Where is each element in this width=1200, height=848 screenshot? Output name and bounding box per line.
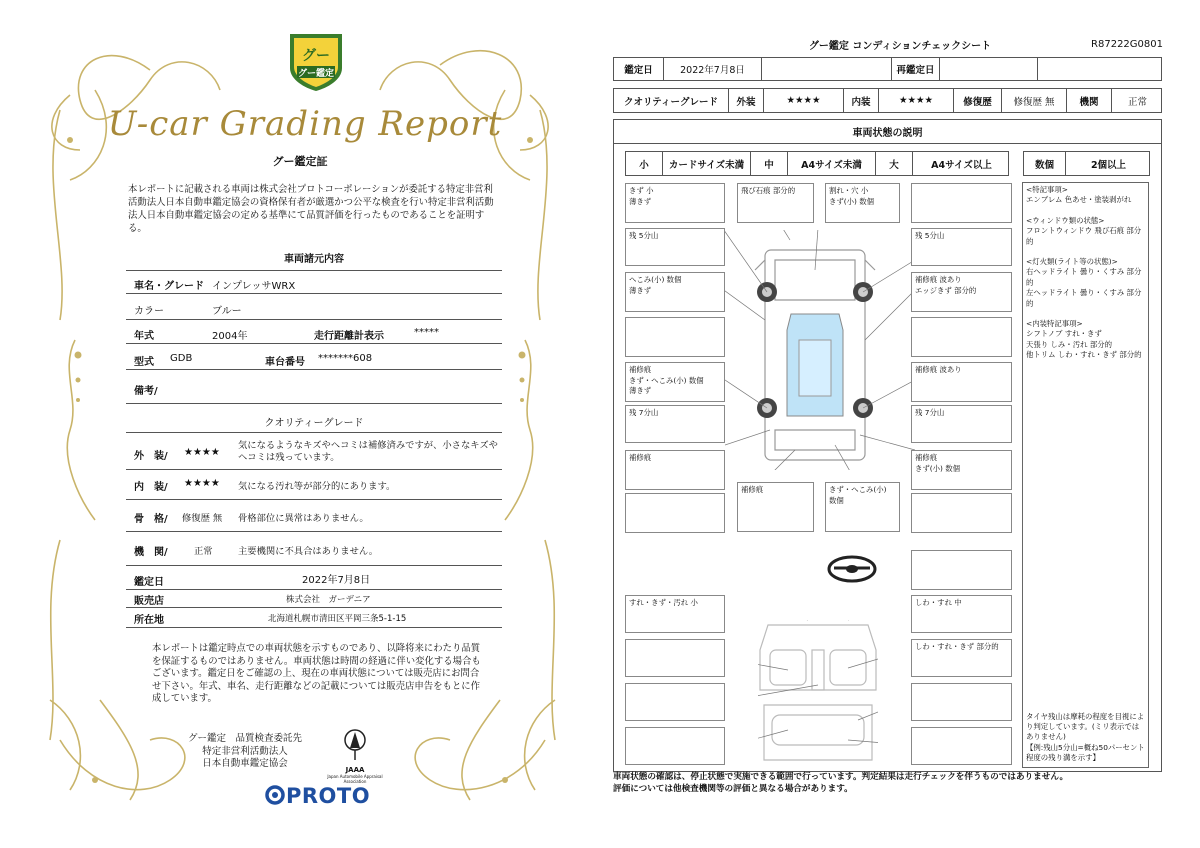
dealer-row: 販売店 株式会社 ガーデニア — [126, 590, 502, 608]
address-row: 所在地 北海道札幌市清田区平岡三条5-1-15 — [126, 608, 502, 628]
grade-row-frame: 骨 格/ 修復歴 無 骨格部位に異常はありません。 — [126, 500, 502, 532]
count-legend: 数個 2個以上 — [1023, 151, 1150, 176]
ext-box-13 — [625, 317, 725, 357]
grade-row-interior: 内 装/ ★★★★ 気になる汚れ等が部分的にあります。 — [126, 470, 502, 500]
grade-heading: クオリティーグレード — [264, 418, 364, 429]
int-box-3 — [625, 639, 725, 677]
certificate-heading: グー鑑定証 — [272, 155, 328, 168]
ext-box-16 — [911, 317, 1012, 357]
jaaa-emblem-icon — [342, 728, 368, 762]
int-box-7 — [625, 727, 725, 765]
inspection-agency: グー鑑定 品質検査委託先 特定非営利活動法人 日本自動車鑑定協会 — [187, 733, 302, 769]
int-box-5 — [625, 683, 725, 721]
spec-row-model: 型式 GDB 車台番号 *******608 — [126, 344, 502, 370]
ext-box-32 — [911, 493, 1012, 533]
special-notes: <特記事項> エンブレム 色あせ・塗装剥がれ <ウィンドウ類の状態> フロントウィンドウ 飛び石痕 部分的 <灯火類(ライト等の状態)> 右ヘッドライト 曇り・くすみ 部分的 左ヘッドライト 曇り・くすみ 部分的 <内装特記事項> シフトノブ すれ・きず 天張り しみ・汚れ 部分的 他トリム しわ・すれ・きず 部分的 タイヤ残山は摩耗の程度を目視により判定しています。(ミリ表示ではありません) 【例:残山5分山=概ね50パーセント程度の残り溝を示す】 — [1022, 182, 1149, 768]
certificate-intro: 本レポートに記載される車両は株式会社プロトコーポレーションが委託する特定非営利活動法人日本自動車鑑定協会の資格保有者が厳選かつ公平な検査を行い特定非営利活動法人日本自動車鑑定協会の定める基準にて品質評価を行ったものであることを証明する。 — [128, 184, 494, 234]
spec-row-remarks: 備考/ — [126, 370, 502, 404]
date-row: 鑑定日 2022年7月8日 再鑑定日 — [613, 57, 1162, 81]
car-interior-diagram-icon — [758, 620, 878, 765]
size-legend: 小 カードサイズ未満 中 A4サイズ未満 大 A4サイズ以上 — [625, 151, 1009, 176]
certificate-note: 本レポートは鑑定時点での車両状態を示すものであり、以降将来にわたり品質を保証するものではありません。車両状態は時間の経過に伴い変化する場合もございます。鑑定日をご確認の上、現在の車両状態については販売店にお問合せ下さい。年式、車名、走行距離などの記載については販売店申告をもとに作成しています。 — [152, 643, 481, 704]
ext-box-25: 補修痕 — [625, 450, 725, 490]
ext-box-4 — [911, 183, 1012, 223]
sheet-code: R87222G0801 — [1091, 39, 1163, 50]
int-box-steering — [911, 550, 1012, 590]
ext-box-2: 飛び石痕 部分的 — [737, 183, 814, 223]
spec-row-year: 年式 2004年 走行距離計表示 ***** — [126, 320, 502, 344]
spec-row-name: 車名・グレード インプレッサWRX — [126, 270, 502, 294]
condition-heading: 車両状態の説明 — [613, 119, 1162, 144]
int-box-4: しわ・すれ・きず 部分的 — [911, 639, 1012, 677]
tire-note: タイヤ残山は摩耗の程度を目視により判定しています。(ミリ表示ではありません) 【例:残山5分山=概ね50パーセント程度の残り溝を示す】 — [1026, 711, 1145, 762]
ext-box-3: 割れ・穴 小 きず(小) 数個 — [825, 183, 900, 223]
sheet-title: グー鑑定 コンディションチェックシート — [808, 41, 992, 52]
appraisal-date-row: 鑑定日 2022年7月8日 — [126, 568, 502, 590]
spec-heading: 車両諸元内容 — [284, 254, 344, 265]
ext-box-29 — [625, 493, 725, 533]
ext-box-20: 補修痕 波あり — [911, 362, 1012, 402]
ext-box-30: 補修痕 — [737, 482, 814, 532]
ext-box-24: 残 7分山 — [911, 405, 1012, 443]
grade-row-engine: 機 関/ 正常 主要機関に不具合はありません。 — [126, 532, 502, 566]
svg-text:グー: グー — [302, 48, 330, 64]
int-box-2: しわ・すれ 中 — [911, 595, 1012, 633]
proto-logo: PROTO — [264, 784, 370, 808]
int-box-1: すれ・きず・汚れ 小 — [625, 595, 725, 633]
ext-box-8: 残 5分山 — [911, 228, 1012, 266]
car-exterior-diagram-icon — [725, 230, 915, 470]
goo-kantei-logo-icon — [287, 30, 345, 92]
ext-box-21: 残 7分山 — [625, 405, 725, 443]
ext-box-28: 補修痕 きず(小) 数個 — [911, 450, 1012, 490]
steering-wheel-icon — [826, 554, 878, 584]
ext-box-9: へこみ(小) 数個 薄きず — [625, 272, 725, 312]
jaaa-logo: JAAA Japan Automobile Appraisal Association — [322, 728, 388, 784]
ext-box-12: 補修痕 波あり エッジきず 部分的 — [911, 272, 1012, 312]
spec-row-color: カラー ブルー — [126, 294, 502, 320]
report-script-title: U-car Grading Report — [107, 104, 503, 144]
ext-box-5: 残 5分山 — [625, 228, 725, 266]
svg-text:グー鑑定: グー鑑定 — [297, 69, 335, 79]
bottom-note: 車両状態の確認は、停止状態で実施できる範囲で行っています。判定結果は走行チェックを伴うものではありません。 評価については他検査機関等の評価と異なる場合があります。 — [613, 772, 1069, 794]
ext-box-17: 補修痕 きず・へこみ(小) 数個 薄きず — [625, 362, 725, 402]
ext-box-31: きず・へこみ(小) 数個 — [825, 482, 900, 532]
int-box-8 — [911, 727, 1012, 765]
proto-mark-icon — [264, 784, 286, 806]
ext-box-1: きず 小 薄きず — [625, 183, 725, 223]
int-box-6 — [911, 683, 1012, 721]
quality-row: クオリティーグレード 外装 ★★★★ 内装 ★★★★ 修復歴 修復歴 無 機関 正常 — [613, 88, 1162, 113]
grade-row-exterior: 外 装/ ★★★★ 気になるようなキズやヘコミは補修済みですが、小さなキズやヘコミは残っています。 — [126, 432, 502, 470]
